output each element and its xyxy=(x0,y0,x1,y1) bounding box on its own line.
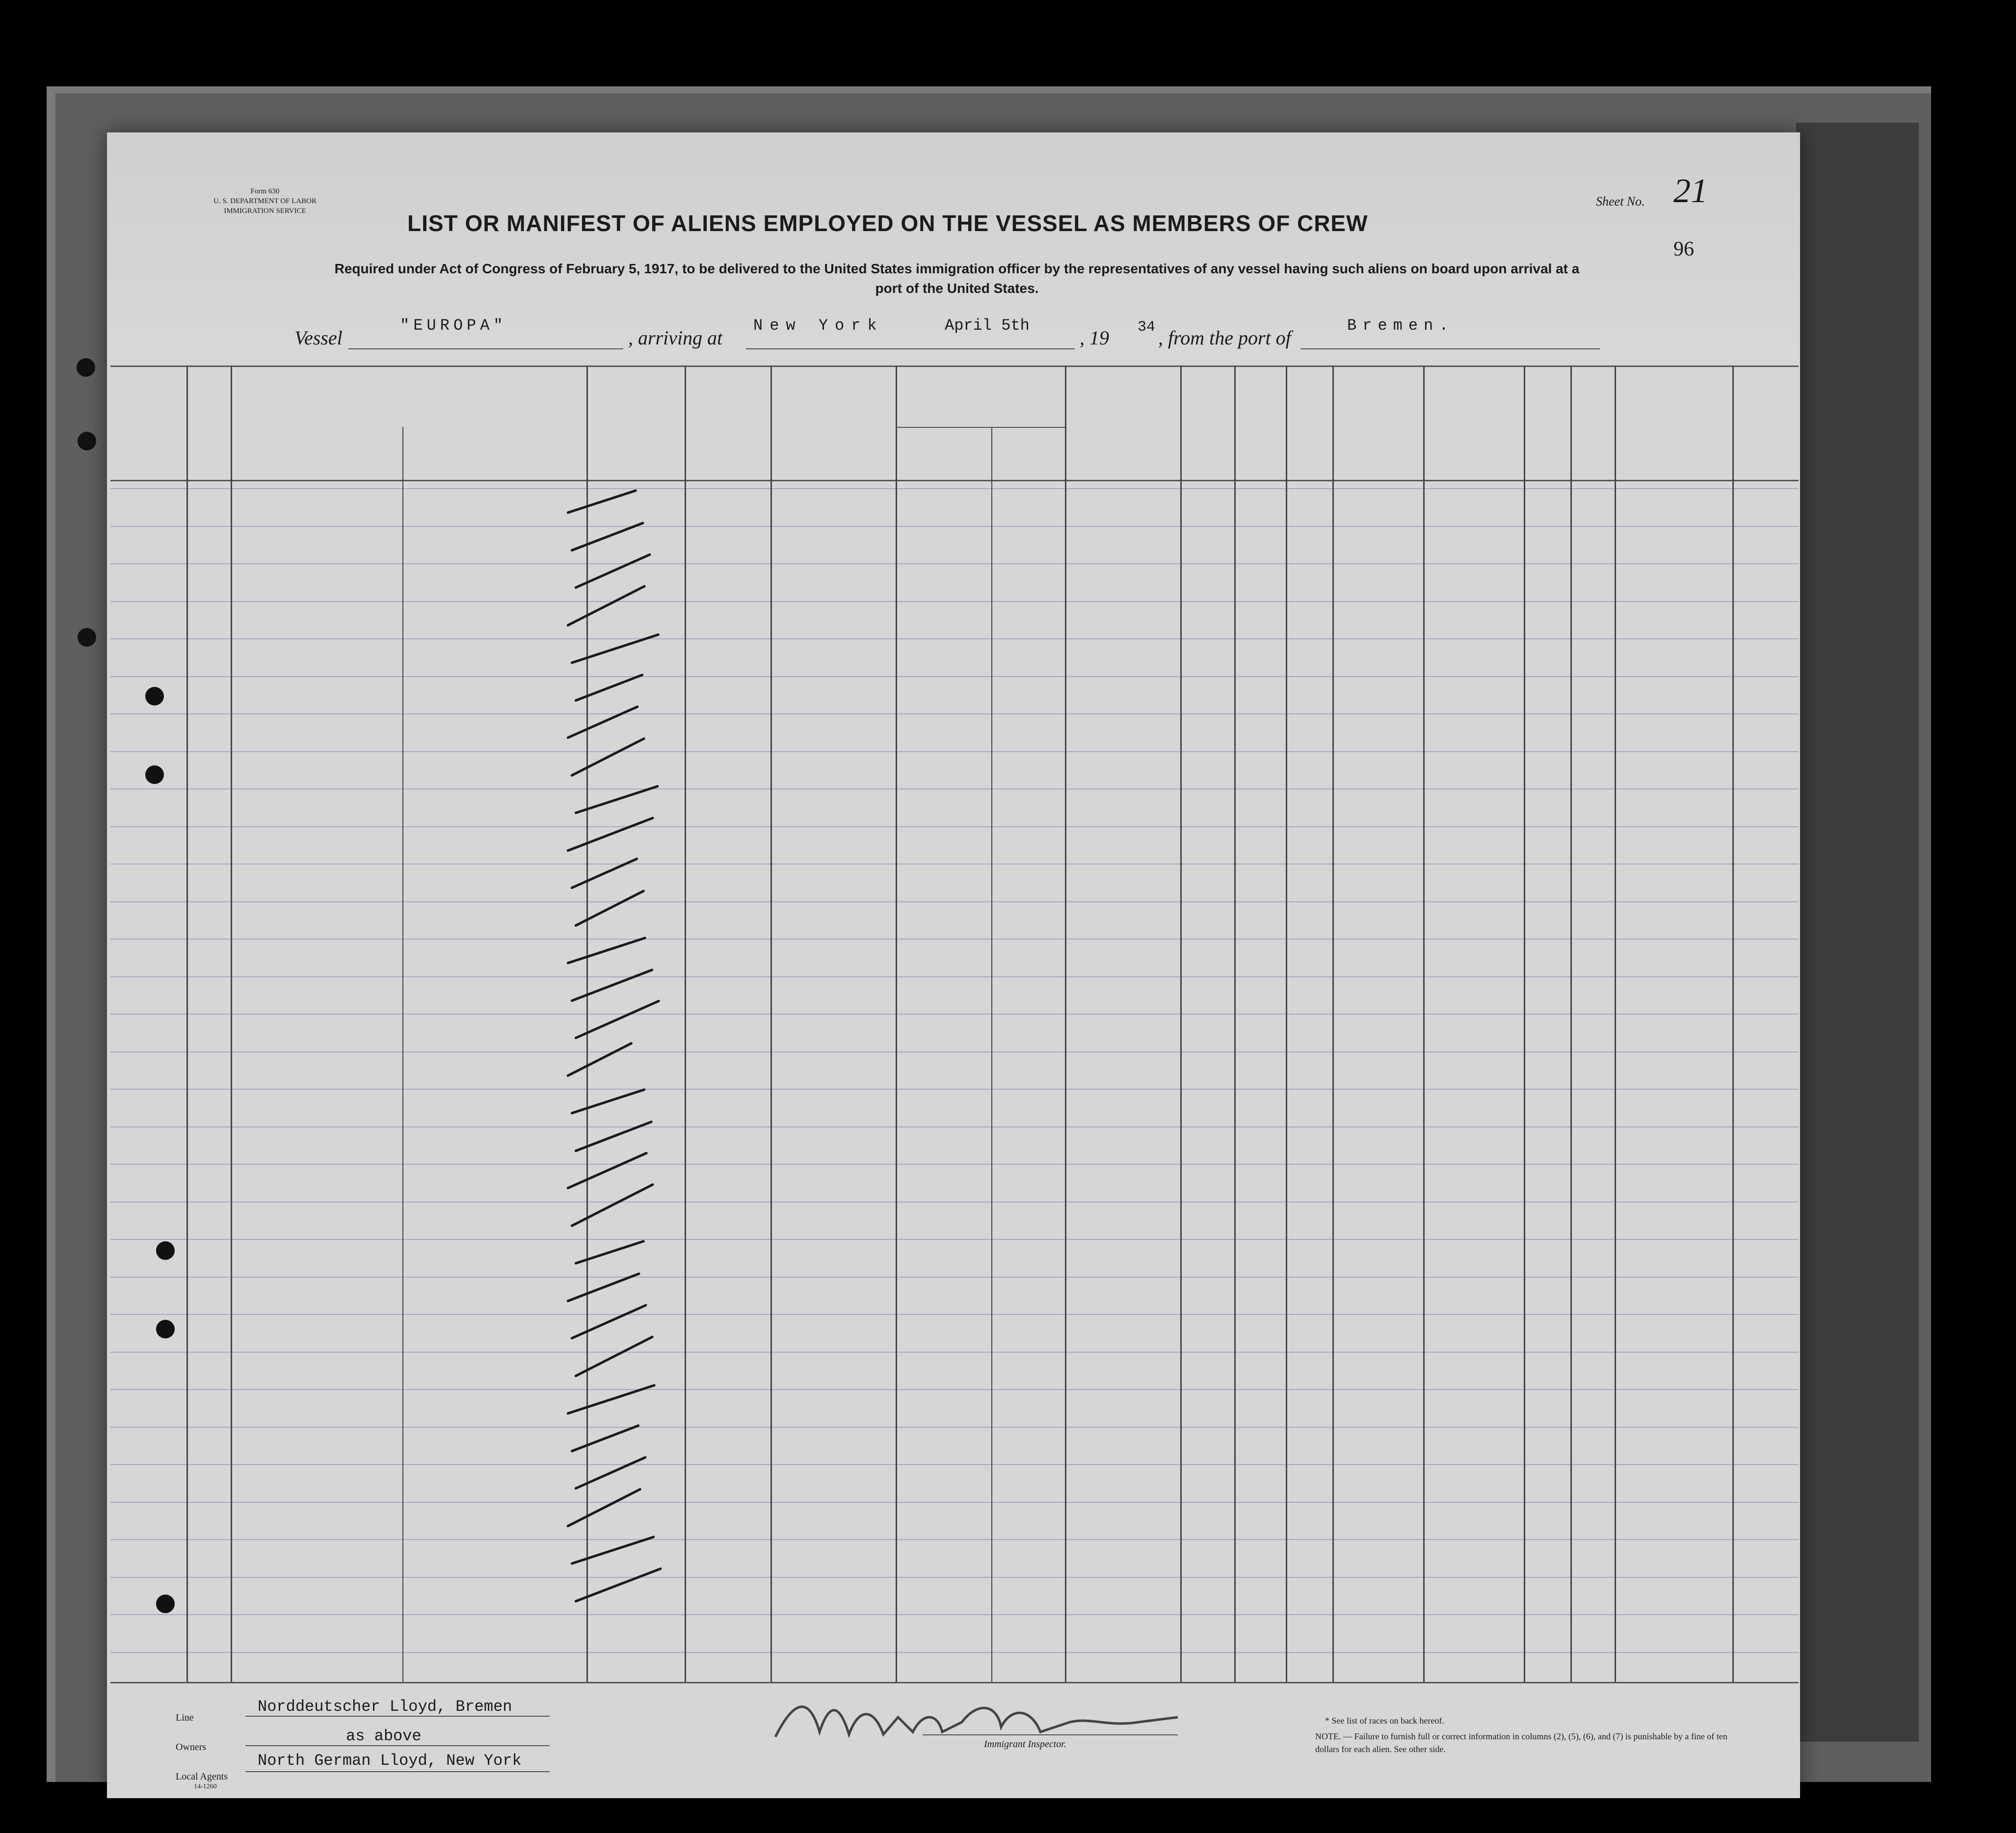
arrival-date: April 5th xyxy=(945,316,1030,335)
line-value: Norddeutscher Lloyd, Bremen xyxy=(258,1698,512,1716)
owners-value: as above xyxy=(346,1727,422,1745)
row-rule xyxy=(110,901,1799,902)
inspector-label: Immigrant Inspector. xyxy=(984,1739,1066,1750)
column-divider xyxy=(896,366,897,1682)
arriving-label: , arriving at xyxy=(628,327,723,349)
row-rule xyxy=(110,601,1799,602)
column-divider xyxy=(1615,366,1616,1682)
row-rule xyxy=(110,713,1799,714)
row-rule xyxy=(110,1314,1799,1315)
agents-underline xyxy=(245,1771,550,1772)
manifest-number: 96 xyxy=(1673,238,1694,261)
row-rule xyxy=(110,939,1799,940)
arrival-port: New York xyxy=(753,316,884,335)
binder-hole xyxy=(78,628,96,647)
column-divider xyxy=(1524,366,1525,1682)
agents-value: North German Lloyd, New York xyxy=(258,1752,522,1770)
row-rule xyxy=(110,1202,1799,1203)
column-divider xyxy=(770,366,772,1682)
binder-hole xyxy=(156,1241,175,1260)
vessel-name: "EUROPA" xyxy=(400,316,507,335)
table-header-border xyxy=(110,480,1799,481)
mount-board-shadow xyxy=(1796,123,1919,1742)
department-name: U. S. DEPARTMENT OF LABOR xyxy=(213,197,317,205)
column-divider xyxy=(1234,366,1236,1682)
row-rule xyxy=(110,1577,1799,1578)
line-label: Line xyxy=(176,1712,194,1723)
binder-hole xyxy=(156,1320,175,1338)
agents-label: Local Agents xyxy=(176,1771,228,1782)
column-divider xyxy=(1286,366,1287,1682)
row-rule xyxy=(110,1164,1799,1165)
inspector-signature xyxy=(766,1688,1188,1752)
row-rule xyxy=(110,1502,1799,1503)
row-rule xyxy=(110,1389,1799,1390)
row-rule xyxy=(110,526,1799,527)
service-name: IMMIGRATION SERVICE xyxy=(224,207,306,215)
arrival-year: 34 xyxy=(1138,319,1156,336)
year-prefix: , 19 xyxy=(1080,327,1109,349)
departure-port: Bremen. xyxy=(1347,316,1455,335)
column-divider xyxy=(1180,366,1182,1682)
row-rule xyxy=(110,788,1799,789)
column-divider xyxy=(186,366,188,1682)
row-rule xyxy=(110,1652,1799,1653)
binder-hole xyxy=(78,432,96,450)
column-divider xyxy=(402,427,403,1682)
form-number: Form 630 xyxy=(250,187,280,195)
from-underline xyxy=(1300,348,1600,349)
column-divider xyxy=(1570,366,1572,1682)
row-rule xyxy=(110,1464,1799,1465)
row-rule xyxy=(110,1089,1799,1090)
vessel-underline xyxy=(348,348,623,349)
owners-label: Owners xyxy=(176,1742,207,1753)
row-rule xyxy=(110,1539,1799,1540)
inspector-line xyxy=(923,1734,1178,1735)
binder-hole xyxy=(145,765,164,784)
row-rule xyxy=(110,1014,1799,1015)
row-rule xyxy=(110,1126,1799,1127)
footer-divider xyxy=(110,1682,1799,1683)
row-rule xyxy=(110,563,1799,564)
row-rule xyxy=(110,1277,1799,1278)
row-rule xyxy=(110,1614,1799,1615)
column-divider xyxy=(231,366,232,1682)
subheader-divider xyxy=(896,427,1065,428)
row-rule xyxy=(110,1239,1799,1240)
races-note: * See list of races on back hereof. xyxy=(1325,1716,1444,1726)
manifest-sheet xyxy=(107,132,1800,1798)
row-rule xyxy=(110,1051,1799,1052)
page-title: LIST OR MANIFEST OF ALIENS EMPLOYED ON THE VESSEL AS MEMBERS OF CREW xyxy=(407,210,1368,236)
port-underline xyxy=(746,348,1075,349)
column-divider xyxy=(1332,366,1334,1682)
binder-hole xyxy=(77,358,95,377)
row-rule xyxy=(110,826,1799,827)
vessel-label: Vessel xyxy=(294,327,343,349)
row-rule xyxy=(110,1352,1799,1353)
from-port-label: , from the port of xyxy=(1158,327,1291,349)
sheet-label: Sheet No. xyxy=(1596,194,1645,209)
row-rule xyxy=(110,976,1799,977)
penalty-note: NOTE. — Failure to furnish full or correct information in columns (2), (5), (6), and (7) is punishable by a fine of ten dollars for each alien. See other side. xyxy=(1315,1731,1727,1754)
table-top-border xyxy=(110,366,1799,367)
column-divider xyxy=(1732,366,1734,1682)
column-divider xyxy=(991,427,992,1682)
column-divider xyxy=(1065,366,1066,1682)
owners-underline xyxy=(245,1745,550,1746)
line-underline xyxy=(245,1716,550,1717)
row-rule xyxy=(110,751,1799,752)
row-rule xyxy=(110,676,1799,677)
row-rule xyxy=(110,638,1799,639)
page-subtitle: Required under Act of Congress of February 5, 1917, to be delivered to the United States immigration officer by the representatives of any vessel having such aliens on board upon arrival at a port of the United States. xyxy=(334,261,1580,296)
column-divider xyxy=(1423,366,1425,1682)
binder-hole xyxy=(145,687,164,706)
form-identifier xyxy=(201,186,329,216)
form-code: 14-1260 xyxy=(194,1783,217,1790)
binder-hole xyxy=(156,1595,175,1613)
row-rule xyxy=(110,488,1799,489)
sheet-number: 21 xyxy=(1673,172,1708,210)
row-rule xyxy=(110,1427,1799,1428)
column-divider xyxy=(685,366,686,1682)
